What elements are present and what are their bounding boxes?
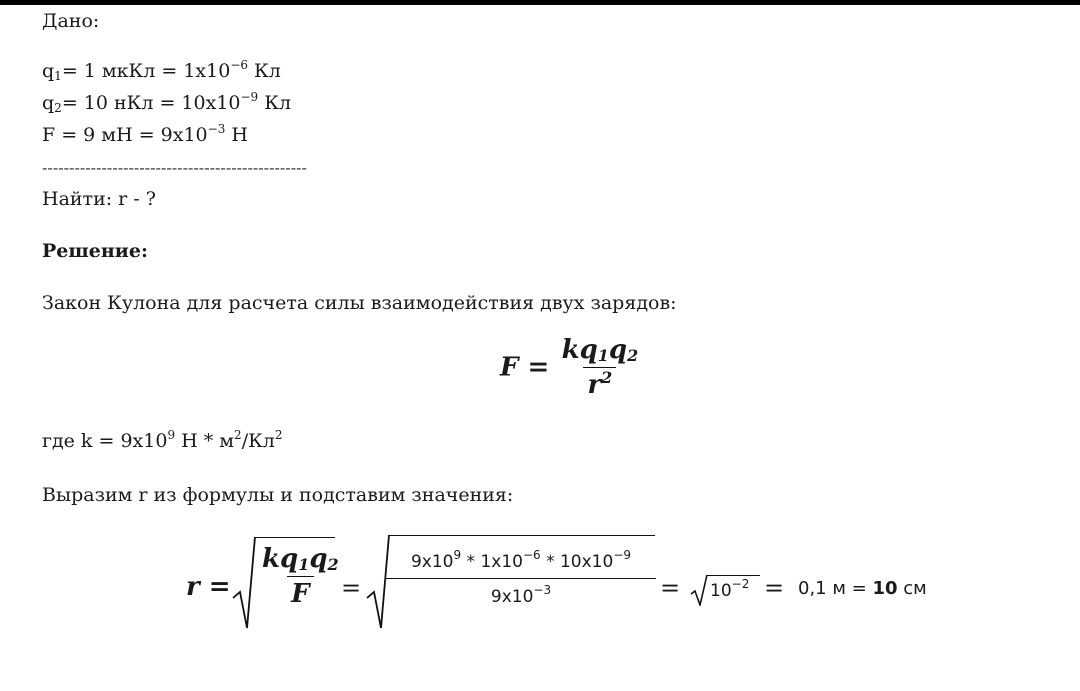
express-r-text: Выразим r из формулы и подставим значения: [42, 484, 514, 506]
equals-sign-2: = [660, 574, 681, 602]
find-line: Найти: r - ? [42, 188, 156, 210]
sqrt-symbol-1 [232, 536, 256, 632]
final-result: 0,1 м = 10 см [798, 578, 927, 599]
sqrt-bar-2 [389, 535, 655, 536]
given-force: F = 9 мН = $9x10^{-3}$ Н [42, 122, 248, 146]
given-q2: $q_2= 10$ нКл = $10x10^{-9}$ Кл [42, 90, 292, 115]
fraction-kq1q2-over-f: $\frac{kq_1q_2}{F}$ [262, 544, 339, 609]
coulomb-formula: F = $\frac{kq_1q_2}{r^2}$ [500, 335, 639, 400]
equals-sign-1: = [341, 574, 362, 602]
sqrt-bar-3 [706, 575, 760, 576]
sqrt-bar-1 [255, 537, 335, 538]
radicand-10-pow-minus-2: $10^{-2}$ [710, 577, 750, 601]
numeric-fraction: $\frac{9x10^9 * 1x10^{-6} * 10x10^{-9}}{9x10^{-3}}$ [388, 552, 654, 607]
coulomb-law-text: Закон Кулона для расчета силы взаимодействия двух зарядов: [42, 292, 677, 314]
top-border [0, 0, 1080, 5]
separator-line: ------------------------------------------------- [42, 158, 307, 177]
equals-sign-3: = [764, 574, 785, 602]
k-constant-line: где $k = 9x10^9$ Н * $м^2/Кл^2$ [42, 428, 283, 452]
sqrt-symbol-3 [690, 574, 708, 606]
solution-title: Решение: [42, 240, 148, 262]
r-equals: r = [186, 572, 231, 602]
given-title: Дано: [42, 10, 100, 32]
given-q1: $q_1= 1$ мкКл = $1x10^{-6}$ Кл [42, 58, 281, 83]
